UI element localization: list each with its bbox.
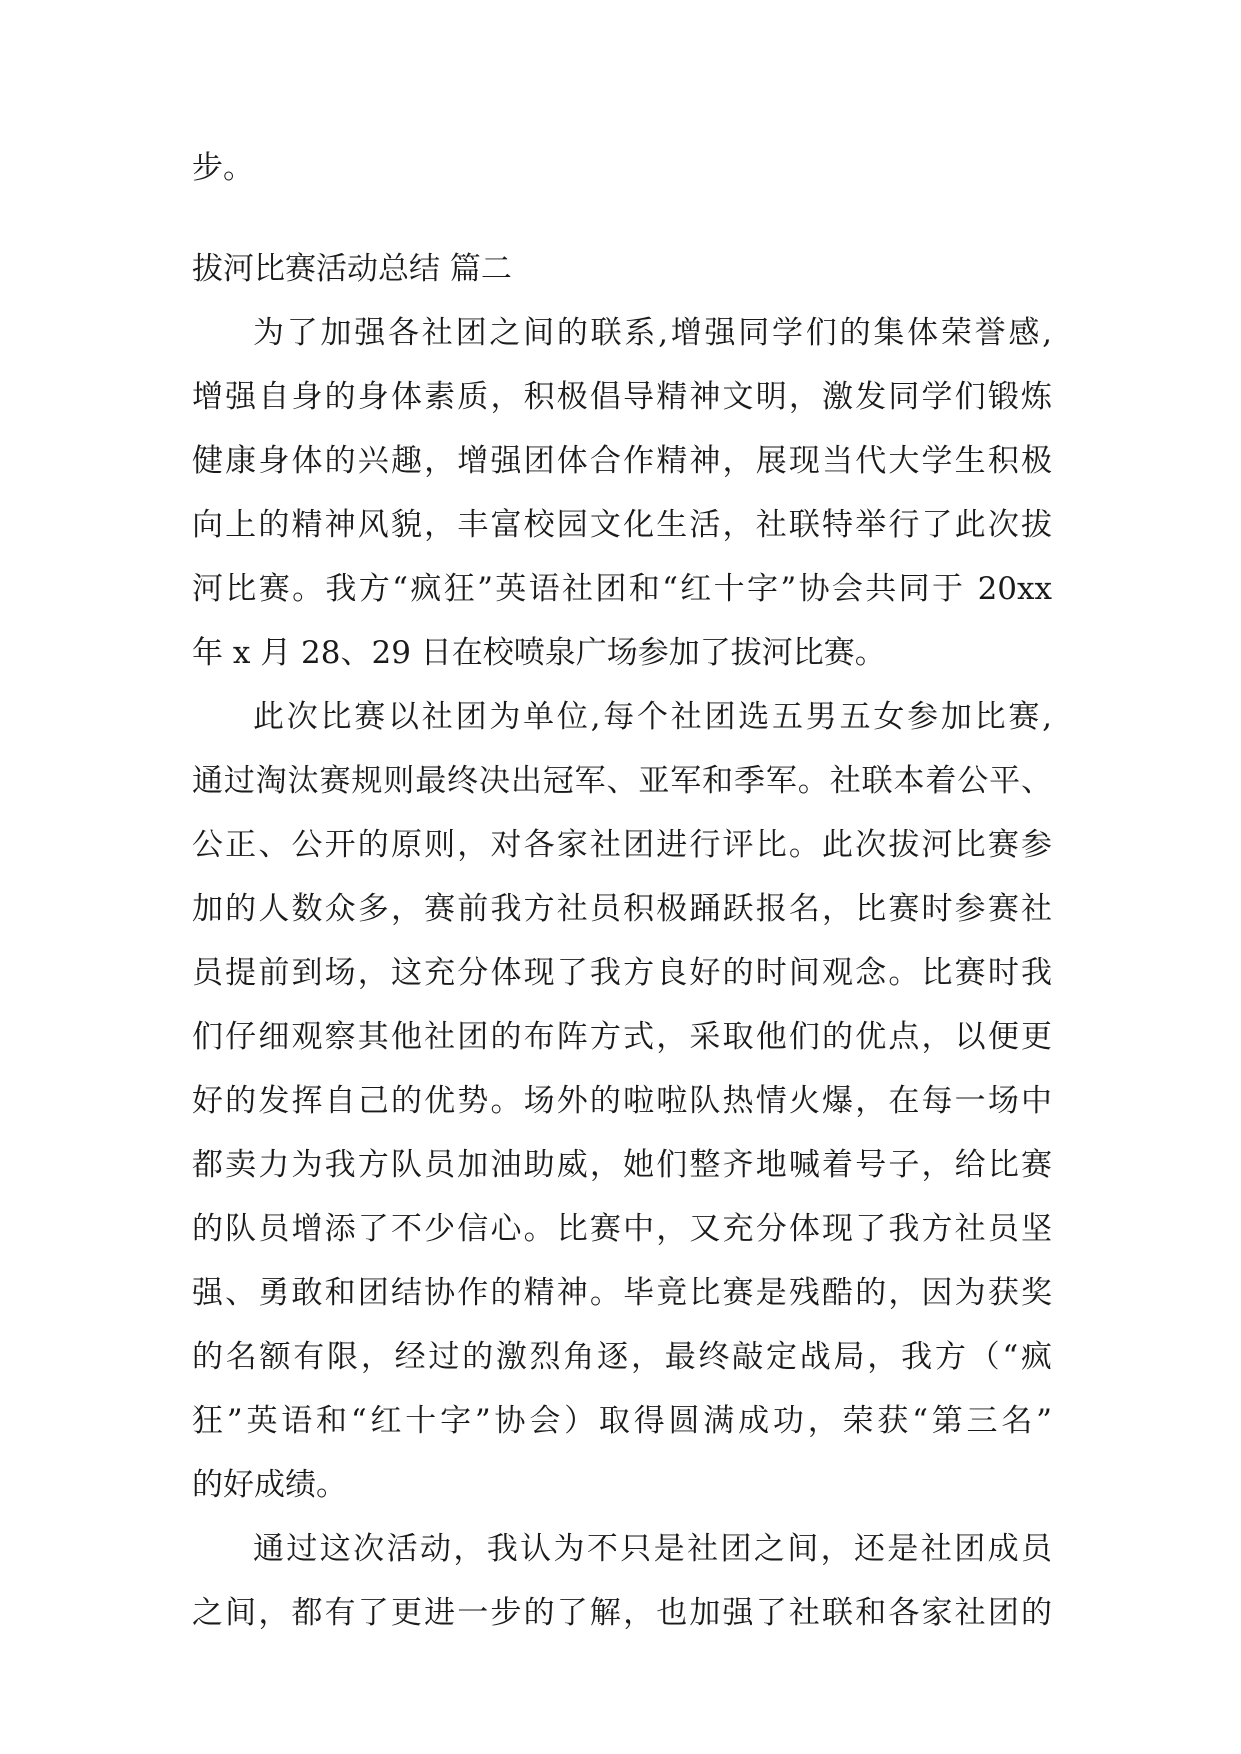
paragraph-line: 之间，都有了更进一步的了解，也加强了社联和各家社团的: [192, 1595, 1052, 1631]
paragraph-line: 的队员增添了不少信心。比赛中，又充分体现了我方社员坚: [192, 1211, 1052, 1247]
paragraph-line: 员提前到场，这充分体现了我方良好的时间观念。比赛时我: [192, 955, 1052, 991]
paragraph-line: 此次比赛以社团为单位,每个社团选五男五女参加比赛,: [253, 699, 1052, 735]
paragraph-line: 健康身体的兴趣，增强团体合作精神，展现当代大学生积极: [192, 443, 1052, 479]
paragraph-line: 都卖力为我方队员加油助威，她们整齐地喊着号子，给比赛: [192, 1147, 1052, 1183]
paragraph-line: 们仔细观察其他社团的布阵方式，采取他们的优点，以便更: [192, 1019, 1052, 1055]
paragraph-line: 年 x 月 28、29 日在校喷泉广场参加了拔河比赛。: [192, 635, 886, 671]
paragraph-line: 通过淘汰赛规则最终决出冠军、亚军和季军。社联本着公平、: [192, 763, 1052, 799]
paragraph-line: 公正、公开的原则，对各家社团进行评比。此次拔河比赛参: [192, 827, 1052, 863]
paragraph-line: 增强自身的身体素质，积极倡导精神文明，激发同学们锻炼: [192, 379, 1052, 415]
section-heading: 拔河比赛活动总结 篇二: [192, 251, 512, 287]
carry-over-text: 步。: [192, 150, 254, 186]
paragraph-line: 通过这次活动，我认为不只是社团之间，还是社团成员: [253, 1531, 1052, 1567]
paragraph-line: 的好成绩。: [192, 1467, 347, 1503]
paragraph-line: 为了加强各社团之间的联系,增强同学们的集体荣誉感,: [253, 315, 1052, 351]
paragraph-line: 加的人数众多，赛前我方社员积极踊跃报名，比赛时参赛社: [192, 891, 1052, 927]
paragraph-line: 河比赛。我方“疯狂”英语社团和“红十字”协会共同于 20xx: [192, 571, 1052, 607]
paragraph-line: 强、勇敢和团结协作的精神。毕竟比赛是残酷的，因为获奖: [192, 1275, 1052, 1311]
paragraph-line: 向上的精神风貌，丰富校园文化生活，社联特举行了此次拔: [192, 507, 1052, 543]
paragraph-line: 好的发挥自己的优势。场外的啦啦队热情火爆，在每一场中: [192, 1083, 1052, 1119]
paragraph-line: 的名额有限，经过的激烈角逐，最终敲定战局，我方（“疯: [192, 1339, 1052, 1375]
paragraph-line: 狂”英语和“红十字”协会）取得圆满成功，荣获“第三名”: [192, 1403, 1052, 1439]
